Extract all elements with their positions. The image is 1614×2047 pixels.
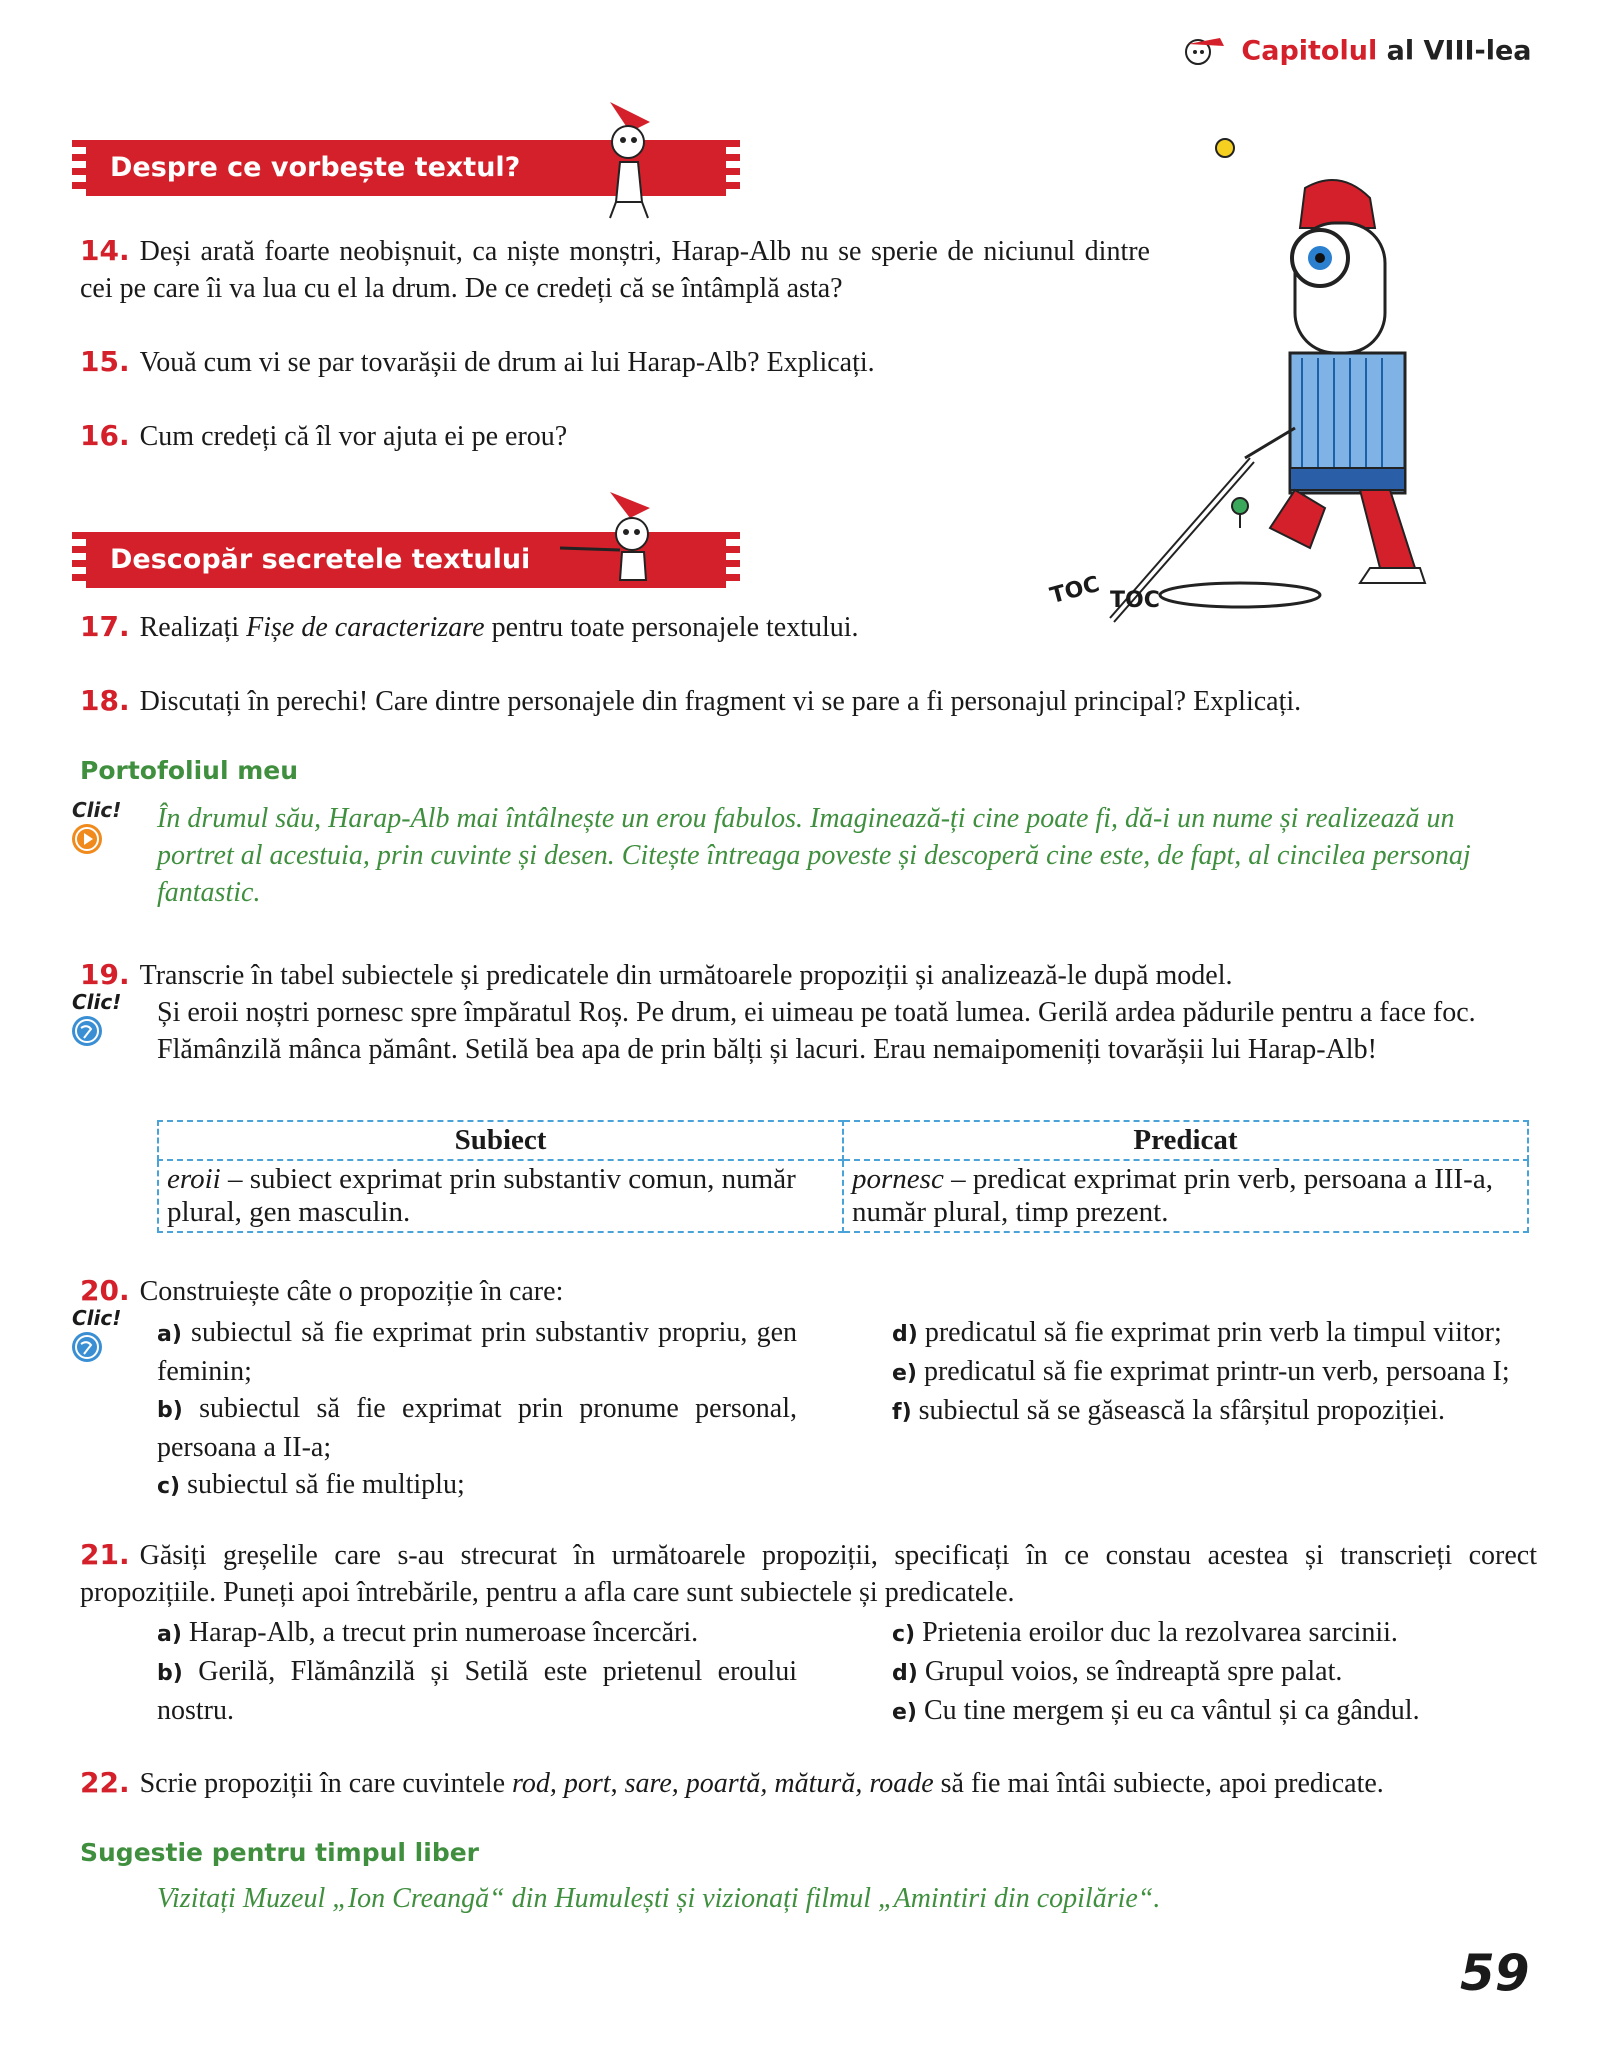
question-text-em: Fișe de caracterizare (246, 612, 485, 643)
question-17 (80, 608, 859, 646)
clic-video-badge[interactable] (72, 798, 122, 868)
globe-icon (72, 1016, 102, 1046)
question-words-2: sare, poartă, mătură, roade (624, 1768, 934, 1799)
question-number: 18. (80, 684, 130, 717)
list-item: c) subiectul să fie multiplu; (157, 1469, 465, 1500)
question-number: 16. (80, 419, 130, 452)
predicate-analysis: – predicat exprimat prin verb, persoana a III-a, număr plural, timp prezent. (852, 1163, 1493, 1228)
question-number: 15. (80, 345, 130, 378)
free-time-title: Sugestie pentru timpul liber (80, 1838, 479, 1867)
chapter-number: al VIII-lea (1386, 35, 1532, 67)
question-text-post: să fie mai întâi subiecte, apoi predicate. (933, 1768, 1384, 1799)
sound-effect-1: TOC (1047, 571, 1103, 610)
list-item: a) subiectul să fie exprimat prin substantiv propriu, gen feminin; (157, 1317, 797, 1387)
q21-left-column (157, 1614, 797, 1729)
list-item: f) subiectul să se găsească la sfârșitul propoziției. (892, 1395, 1446, 1426)
subject-example: eroii (167, 1163, 221, 1195)
question-text: Vouă cum vi se par tovarășii de drum ai lui Harap-Alb? Explicați. (139, 347, 875, 378)
question-text-pre: Realizați (139, 612, 247, 643)
question-18 (80, 682, 1301, 720)
subject-predicate-table (157, 1120, 1529, 1233)
q21-right-column (892, 1614, 1532, 1731)
globe-icon (72, 1332, 102, 1362)
question-text: Transcrie în tabel subiectele și predicatele din următoarele propoziții și analizează-le după model. (139, 960, 1233, 991)
clic-globe-badge[interactable] (72, 1306, 122, 1376)
question-number: 21. (80, 1538, 130, 1571)
list-item: e) Cu tine mergem și eu ca vântul și ca gândul. (892, 1695, 1420, 1726)
question-14 (80, 232, 1150, 307)
q20-left-column (157, 1314, 797, 1505)
question-21 (80, 1536, 1537, 1611)
q20-right-column (892, 1314, 1532, 1431)
question-text: Discutați în perechi! Care dintre personajele din fragment vi se pare a fi personajul principal? Explicați. (139, 686, 1302, 717)
question-text: Deși arată foarte neobișnuit, ca niște monștri, Harap-Alb nu se sperie de niciunul dintre cei pe care îi va lua cu el la drum. De ce credeți că se întâmplă asta? (80, 236, 1150, 304)
question-number: 20. (80, 1274, 130, 1307)
question-19 (80, 956, 1232, 994)
question-words-1: rod, port (512, 1768, 611, 1799)
header-icon (1180, 30, 1232, 74)
list-item: b) subiectul să fie exprimat prin pronume personal, persoana a II-a; (157, 1393, 798, 1463)
question-22 (80, 1764, 1384, 1802)
question-number: 14. (80, 234, 130, 267)
question-words-sep: , (610, 1768, 625, 1799)
list-item: e) predicatul să fie exprimat printr-un verb, persoana I; (892, 1356, 1510, 1387)
question-16 (80, 417, 567, 455)
question-text: Construiește câte o propoziție în care: (139, 1276, 564, 1307)
blind-character-illustration (1040, 128, 1460, 628)
banner-character-icon (590, 92, 670, 227)
predicate-example: pornesc (852, 1163, 944, 1195)
section-title-secrets: Descopăr secretele textului (110, 544, 531, 575)
question-number: 17. (80, 610, 130, 643)
list-item: a) Harap-Alb, a trecut prin numeroase încercări. (157, 1617, 699, 1648)
portfolio-text: În drumul său, Harap-Alb mai întâlnește un erou fabulos. Imaginează-ți cine poate fi, dă-i un nume și realizează un portret al acestuia, prin cuvinte și desen. Citește întreaga poveste și descoperă cine este, de fapt, al cincilea personaj fantastic. (157, 803, 1471, 908)
clic-globe-badge[interactable] (72, 990, 122, 1060)
question-number: 22. (80, 1766, 130, 1799)
list-item: d) Grupul voios, se îndreaptă spre palat. (892, 1656, 1343, 1687)
list-item: c) Prietenia eroilor duc la rezolvarea sarcinii. (892, 1617, 1398, 1648)
free-time-text: Vizitați Muzeul „Ion Creangă“ din Humulești și vizionați filmul „Amintiri din copilărie“. (157, 1883, 1161, 1914)
subject-analysis: – subiect exprimat prin substantiv comun, număr plural, gen masculin. (167, 1163, 796, 1228)
question-number: 19. (80, 958, 130, 991)
table-header-subject: Subiect (158, 1121, 843, 1160)
play-icon (72, 824, 102, 854)
table-cell-subject (158, 1160, 843, 1232)
question-20 (80, 1272, 563, 1310)
clic-label: Clic! (72, 1306, 122, 1330)
list-item: b) Gerilă, Flămânzilă și Setilă este prietenul eroului nostru. (157, 1656, 797, 1726)
portfolio-title: Portofoliul meu (80, 756, 299, 785)
table-header-predicate: Predicat (843, 1121, 1528, 1160)
table-cell-predicate (843, 1160, 1528, 1232)
question-text: Găsiți greșelile care s-au strecurat în următoarele propoziții, specificați în ce constau acestea și transcrieți corect propozițiile. Puneți apoi întrebările, pentru a afla care sunt subiectele și predicatele. (80, 1540, 1537, 1608)
list-item: d) predicatul să fie exprimat prin verb la timpul viitor; (892, 1317, 1502, 1348)
q19-passage: Și eroii noștri pornesc spre împăratul Roș. Pe drum, ei uimeau pe toată lumea. Gerilă ardea pădurile pentru a face foc. Flămânzilă mânca pământ. Setilă bea apa de prin bălți și lacuri. Erau nemaipomeniți tovarășii lui Harap-Alb! (157, 997, 1476, 1065)
banner-character-icon (560, 488, 680, 593)
sound-effect-2: TOC (1110, 588, 1160, 613)
question-text-post: pentru toate personajele textului. (484, 612, 859, 643)
question-text: Cum credeți că îl vor ajuta ei pe erou? (139, 421, 568, 452)
chapter-header (1180, 30, 1532, 74)
question-text-pre: Scrie propoziții în care cuvintele (139, 1768, 513, 1799)
clic-label: Clic! (72, 798, 122, 822)
question-15 (80, 343, 875, 381)
chapter-word: Capitolul (1241, 35, 1378, 67)
clic-label: Clic! (72, 990, 122, 1014)
page-number: 59 (1460, 1944, 1530, 2002)
section-title-about: Despre ce vorbește textul? (110, 152, 521, 183)
